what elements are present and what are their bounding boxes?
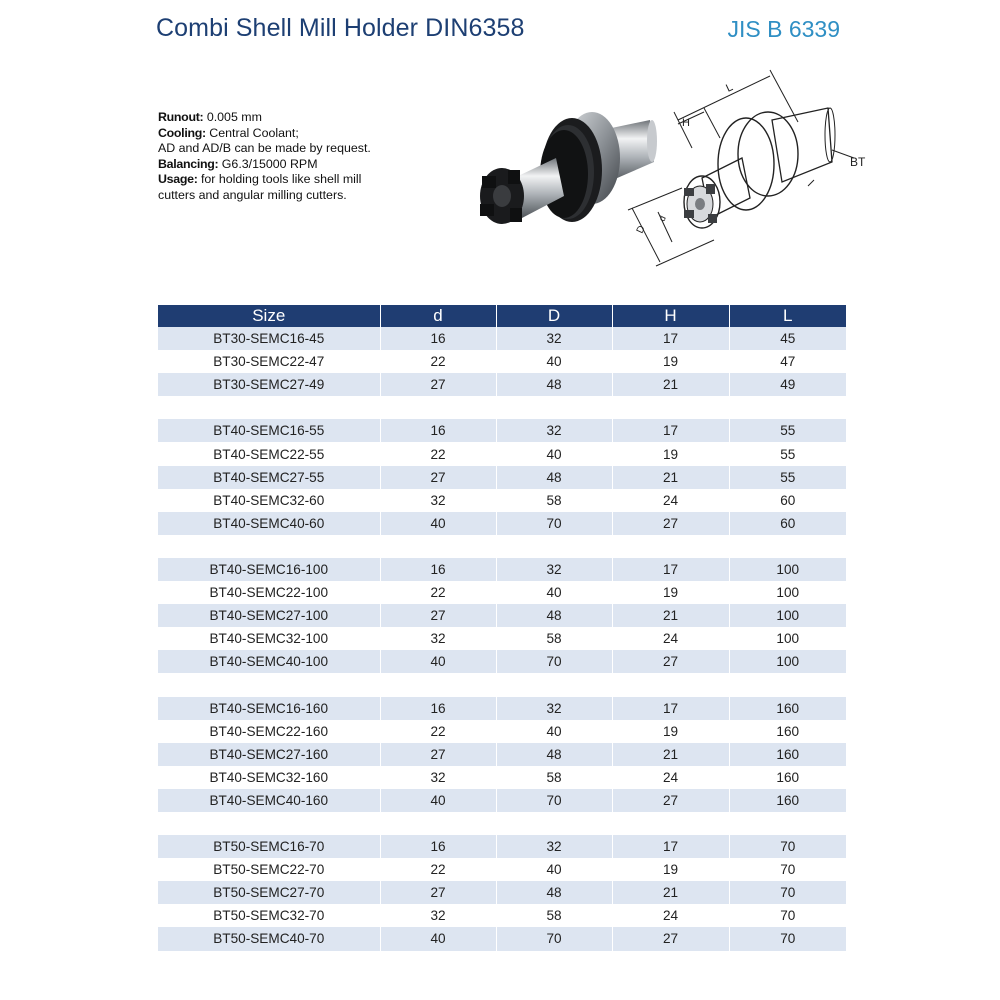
cell-size: BT40-SEMC27-55	[158, 466, 380, 489]
cell-L: 70	[729, 835, 846, 858]
cell-H: 21	[612, 743, 729, 766]
cell-H: 27	[612, 512, 729, 535]
cell-d-small: 22	[380, 858, 496, 881]
cell-L: 60	[729, 489, 846, 512]
table-row	[158, 581, 846, 604]
header-D: D	[496, 305, 612, 327]
cell-H: 17	[612, 558, 729, 581]
cell-size: BT40-SEMC16-100	[158, 558, 380, 581]
table-row	[158, 789, 846, 812]
cell-L: 70	[729, 904, 846, 927]
cell-H: 17	[612, 835, 729, 858]
spec-usage: Usage: for holding tools like shell mill	[158, 172, 362, 186]
cell-H: 21	[612, 373, 729, 396]
spacer-cell	[158, 673, 846, 696]
cell-d-small: 40	[380, 650, 496, 673]
cell-H: 21	[612, 604, 729, 627]
cell-D: 48	[496, 604, 612, 627]
cell-d-small: 32	[380, 489, 496, 512]
table-row	[158, 904, 846, 927]
header-d-small: d	[380, 305, 496, 327]
cell-d-small: 22	[380, 581, 496, 604]
cell-D: 40	[496, 858, 612, 881]
cell-D: 58	[496, 627, 612, 650]
spacer-cell	[158, 812, 846, 835]
cell-D: 58	[496, 904, 612, 927]
group-spacer	[158, 535, 846, 558]
cell-L: 100	[729, 604, 846, 627]
cell-D: 70	[496, 512, 612, 535]
cell-L: 70	[729, 927, 846, 950]
standard-label: JIS B 6339	[727, 16, 840, 42]
table-row	[158, 835, 846, 858]
cell-d-small: 16	[380, 835, 496, 858]
cell-size: BT40-SEMC40-100	[158, 650, 380, 673]
cell-size: BT40-SEMC32-100	[158, 627, 380, 650]
cell-D: 32	[496, 327, 612, 350]
cell-L: 100	[729, 581, 846, 604]
spec-runout: Runout: 0.005 mm	[158, 110, 262, 124]
cell-L: 45	[729, 327, 846, 350]
table-row	[158, 489, 846, 512]
cell-d-small: 22	[380, 720, 496, 743]
cell-d-small: 40	[380, 512, 496, 535]
cell-H: 17	[612, 697, 729, 720]
cell-D: 32	[496, 697, 612, 720]
spec-list	[158, 110, 458, 203]
cell-L: 100	[729, 627, 846, 650]
cell-d-small: 16	[380, 419, 496, 442]
table-row	[158, 419, 846, 442]
cell-H: 19	[612, 720, 729, 743]
cell-D: 40	[496, 720, 612, 743]
cell-H: 17	[612, 419, 729, 442]
spec-table	[158, 305, 846, 951]
label-d: d	[656, 214, 668, 223]
cell-size: BT30-SEMC16-45	[158, 327, 380, 350]
cell-D: 32	[496, 558, 612, 581]
cell-D: 58	[496, 766, 612, 789]
label-bt: BT	[850, 155, 866, 169]
spec-cooling: Cooling: Central Coolant;	[158, 125, 299, 140]
table-row	[158, 743, 846, 766]
table-header-row	[158, 305, 846, 327]
cell-H: 27	[612, 927, 729, 950]
table-row	[158, 512, 846, 535]
label-D: D	[634, 224, 648, 236]
spec-usage-cont: cutters and angular milling cutters.	[158, 187, 347, 202]
cell-d-small: 40	[380, 789, 496, 812]
cell-D: 70	[496, 650, 612, 673]
group-spacer	[158, 396, 846, 419]
cell-size: BT50-SEMC16-70	[158, 835, 380, 858]
cell-L: 160	[729, 720, 846, 743]
cell-size: BT50-SEMC22-70	[158, 858, 380, 881]
cell-d-small: 32	[380, 627, 496, 650]
cell-H: 27	[612, 789, 729, 812]
cell-L: 160	[729, 743, 846, 766]
cell-d-small: 27	[380, 466, 496, 489]
cell-H: 24	[612, 489, 729, 512]
cell-d-small: 27	[380, 604, 496, 627]
cell-d-small: 27	[380, 373, 496, 396]
cell-L: 55	[729, 442, 846, 465]
cell-H: 24	[612, 766, 729, 789]
cell-H: 19	[612, 350, 729, 373]
header-L: L	[729, 305, 846, 327]
table-row	[158, 697, 846, 720]
cell-L: 70	[729, 881, 846, 904]
cell-size: BT40-SEMC22-160	[158, 720, 380, 743]
cell-d-small: 40	[380, 927, 496, 950]
header-H: H	[612, 305, 729, 327]
cell-D: 32	[496, 835, 612, 858]
cell-L: 55	[729, 466, 846, 489]
cell-D: 48	[496, 743, 612, 766]
table-row	[158, 604, 846, 627]
cell-H: 21	[612, 881, 729, 904]
cell-size: BT40-SEMC27-160	[158, 743, 380, 766]
cell-size: BT40-SEMC22-100	[158, 581, 380, 604]
cell-L: 160	[729, 766, 846, 789]
cell-size: BT40-SEMC40-160	[158, 789, 380, 812]
table-row	[158, 327, 846, 350]
table-row	[158, 858, 846, 881]
cell-L: 60	[729, 512, 846, 535]
cell-D: 48	[496, 881, 612, 904]
table-row	[158, 766, 846, 789]
spec-balancing: Balancing: G6.3/15000 RPM	[158, 156, 318, 171]
cell-D: 48	[496, 373, 612, 396]
table-row	[158, 650, 846, 673]
page-title: Combi Shell Mill Holder DIN6358	[156, 14, 525, 42]
cell-L: 55	[729, 419, 846, 442]
group-spacer	[158, 673, 846, 696]
cell-H: 21	[612, 466, 729, 489]
cell-D: 40	[496, 350, 612, 373]
cell-L: 70	[729, 858, 846, 881]
table-row	[158, 627, 846, 650]
table-row	[158, 720, 846, 743]
cell-D: 48	[496, 466, 612, 489]
cell-size: BT50-SEMC32-70	[158, 904, 380, 927]
cell-d-small: 22	[380, 350, 496, 373]
cell-d-small: 16	[380, 327, 496, 350]
dimension-drawing	[622, 62, 872, 267]
cell-L: 49	[729, 373, 846, 396]
cell-D: 58	[496, 489, 612, 512]
cell-D: 70	[496, 927, 612, 950]
table-row	[158, 373, 846, 396]
cell-D: 40	[496, 581, 612, 604]
cell-size: BT50-SEMC40-70	[158, 927, 380, 950]
cell-L: 100	[729, 650, 846, 673]
cell-size: BT40-SEMC16-160	[158, 697, 380, 720]
label-l: L	[724, 81, 735, 95]
cell-D: 40	[496, 442, 612, 465]
cell-H: 19	[612, 581, 729, 604]
cell-d-small: 16	[380, 697, 496, 720]
cell-d-small: 32	[380, 766, 496, 789]
cell-D: 32	[496, 419, 612, 442]
cell-H: 19	[612, 858, 729, 881]
cell-H: 17	[612, 327, 729, 350]
cell-L: 100	[729, 558, 846, 581]
cell-D: 70	[496, 789, 612, 812]
cell-d-small: 32	[380, 904, 496, 927]
cell-d-small: 16	[380, 558, 496, 581]
cell-L: 160	[729, 697, 846, 720]
cell-H: 24	[612, 627, 729, 650]
cell-size: BT30-SEMC27-49	[158, 373, 380, 396]
cell-size: BT40-SEMC16-55	[158, 419, 380, 442]
group-spacer	[158, 812, 846, 835]
cell-L: 160	[729, 789, 846, 812]
table-row	[158, 881, 846, 904]
cell-size: BT40-SEMC32-160	[158, 766, 380, 789]
table-row	[158, 927, 846, 950]
cell-d-small: 27	[380, 881, 496, 904]
cell-size: BT30-SEMC22-47	[158, 350, 380, 373]
cell-H: 27	[612, 650, 729, 673]
cell-size: BT50-SEMC27-70	[158, 881, 380, 904]
cell-size: BT40-SEMC32-60	[158, 489, 380, 512]
cell-d-small: 27	[380, 743, 496, 766]
table-row	[158, 442, 846, 465]
spec-cooling-note: AD and AD/B can be made by request.	[158, 141, 371, 155]
cell-H: 19	[612, 442, 729, 465]
table-row	[158, 466, 846, 489]
cell-size: BT40-SEMC22-55	[158, 442, 380, 465]
spacer-cell	[158, 535, 846, 558]
cell-size: BT40-SEMC27-100	[158, 604, 380, 627]
cell-d-small: 22	[380, 442, 496, 465]
spacer-cell	[158, 396, 846, 419]
cell-L: 47	[729, 350, 846, 373]
label-h: H	[682, 117, 690, 129]
cell-size: BT40-SEMC40-60	[158, 512, 380, 535]
cell-H: 24	[612, 904, 729, 927]
table-row	[158, 558, 846, 581]
header-size: Size	[158, 305, 380, 327]
table-row	[158, 350, 846, 373]
